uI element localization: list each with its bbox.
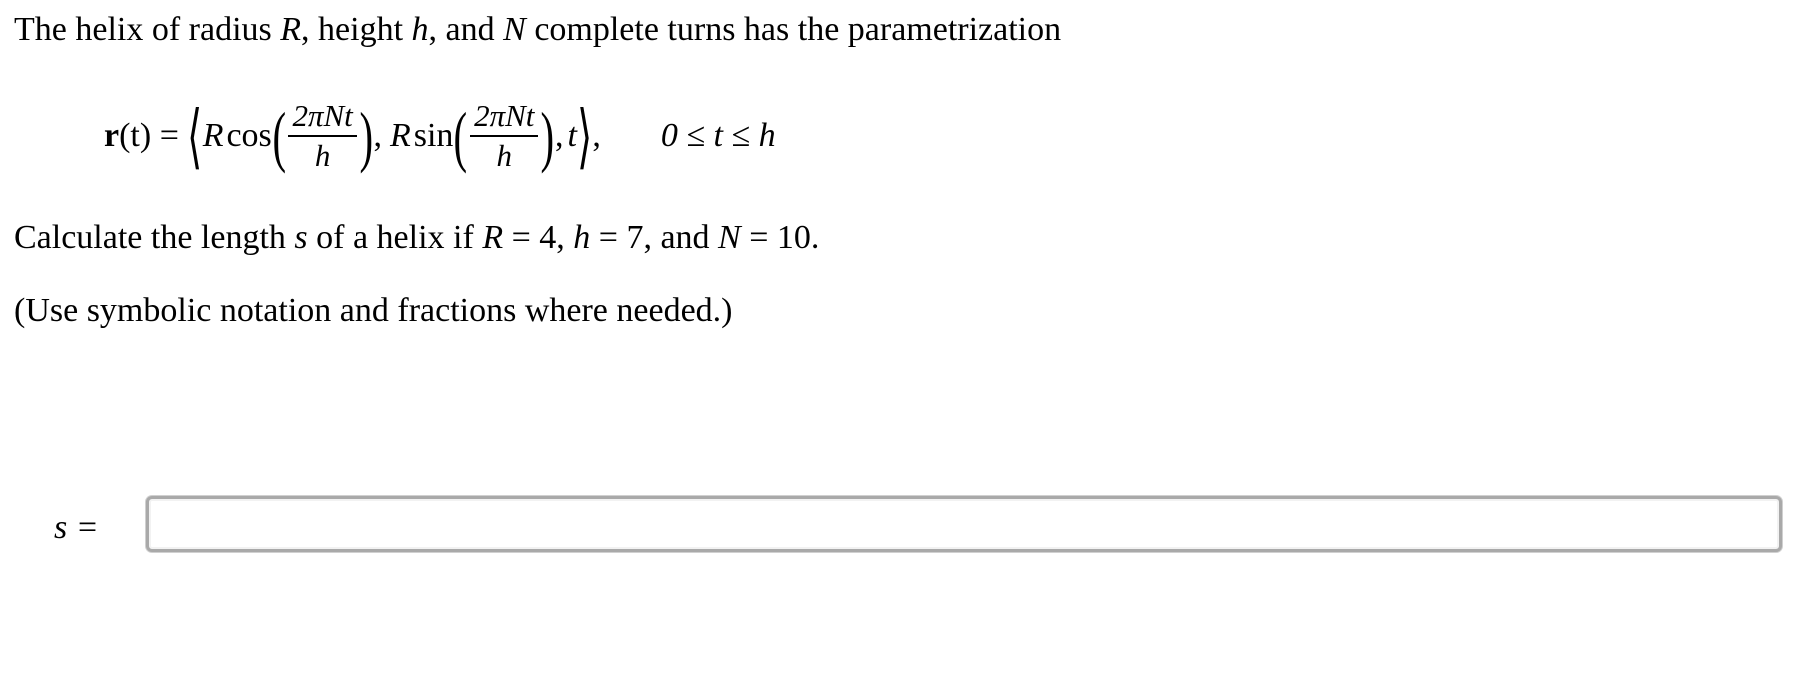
- cos-fraction: [288, 99, 356, 173]
- formula-cos: cos: [226, 117, 272, 154]
- intro-text-1: The helix of radius: [14, 11, 281, 48]
- cos-fraction-bar: [288, 135, 356, 137]
- var-R: R: [280, 11, 302, 48]
- intro-text-2: , height: [301, 11, 412, 48]
- problem-intro: [14, 10, 1061, 50]
- question-text-1: Calculate the length: [14, 219, 295, 256]
- intro-text-3: , and: [428, 11, 504, 48]
- sin-right-paren: ): [540, 98, 555, 174]
- var-N: N: [503, 11, 526, 48]
- cos-fraction-numerator: 2πNt: [292, 98, 353, 133]
- formula-equals: =: [151, 117, 188, 154]
- cos-right-paren: ): [359, 98, 373, 174]
- question-text-5: = 10.: [740, 219, 820, 256]
- cos-left-paren: (: [272, 98, 286, 174]
- sin-fraction: [470, 99, 538, 173]
- formula-t: t: [567, 117, 577, 154]
- var-s: s: [294, 219, 308, 256]
- formula-R-sin: R: [389, 117, 411, 154]
- formula-R-cos: R: [202, 117, 224, 154]
- q-var-N: N: [718, 219, 741, 256]
- sin-left-paren: (: [453, 98, 468, 174]
- sin-fraction-denominator: h: [496, 138, 512, 173]
- question-text-4: = 7, and: [590, 219, 719, 256]
- formula-sin: sin: [413, 117, 454, 154]
- formula-r-vector: r: [104, 117, 120, 154]
- q-var-R: R: [482, 219, 504, 256]
- sin-fraction-numerator: 2πNt: [474, 98, 535, 133]
- instruction-hint: (Use symbolic notation and fractions where needed.): [14, 292, 733, 329]
- answer-input[interactable]: [146, 496, 1782, 552]
- cos-fraction-denominator: h: [314, 138, 331, 173]
- question-text: [14, 218, 819, 258]
- left-angle-bracket: ⟨: [187, 95, 203, 177]
- formula-comma-1: ,: [373, 117, 382, 154]
- intro-text-4: complete turns has the parametrization: [525, 11, 1062, 48]
- question-text-3: = 4,: [503, 219, 574, 256]
- answer-label: s =: [54, 509, 99, 546]
- right-angle-bracket: ⟩: [577, 95, 593, 177]
- formula-arg: (t): [119, 117, 152, 154]
- formula-range: 0 ≤ t ≤ h: [660, 117, 776, 154]
- sin-fraction-bar: [470, 135, 538, 137]
- formula-comma-2: ,: [555, 117, 564, 154]
- formula-comma-3: ,: [592, 117, 601, 154]
- parametrization-formula: [104, 76, 776, 196]
- question-text-2: of a helix if: [307, 219, 483, 256]
- var-h: h: [411, 11, 429, 48]
- q-var-h: h: [573, 219, 591, 256]
